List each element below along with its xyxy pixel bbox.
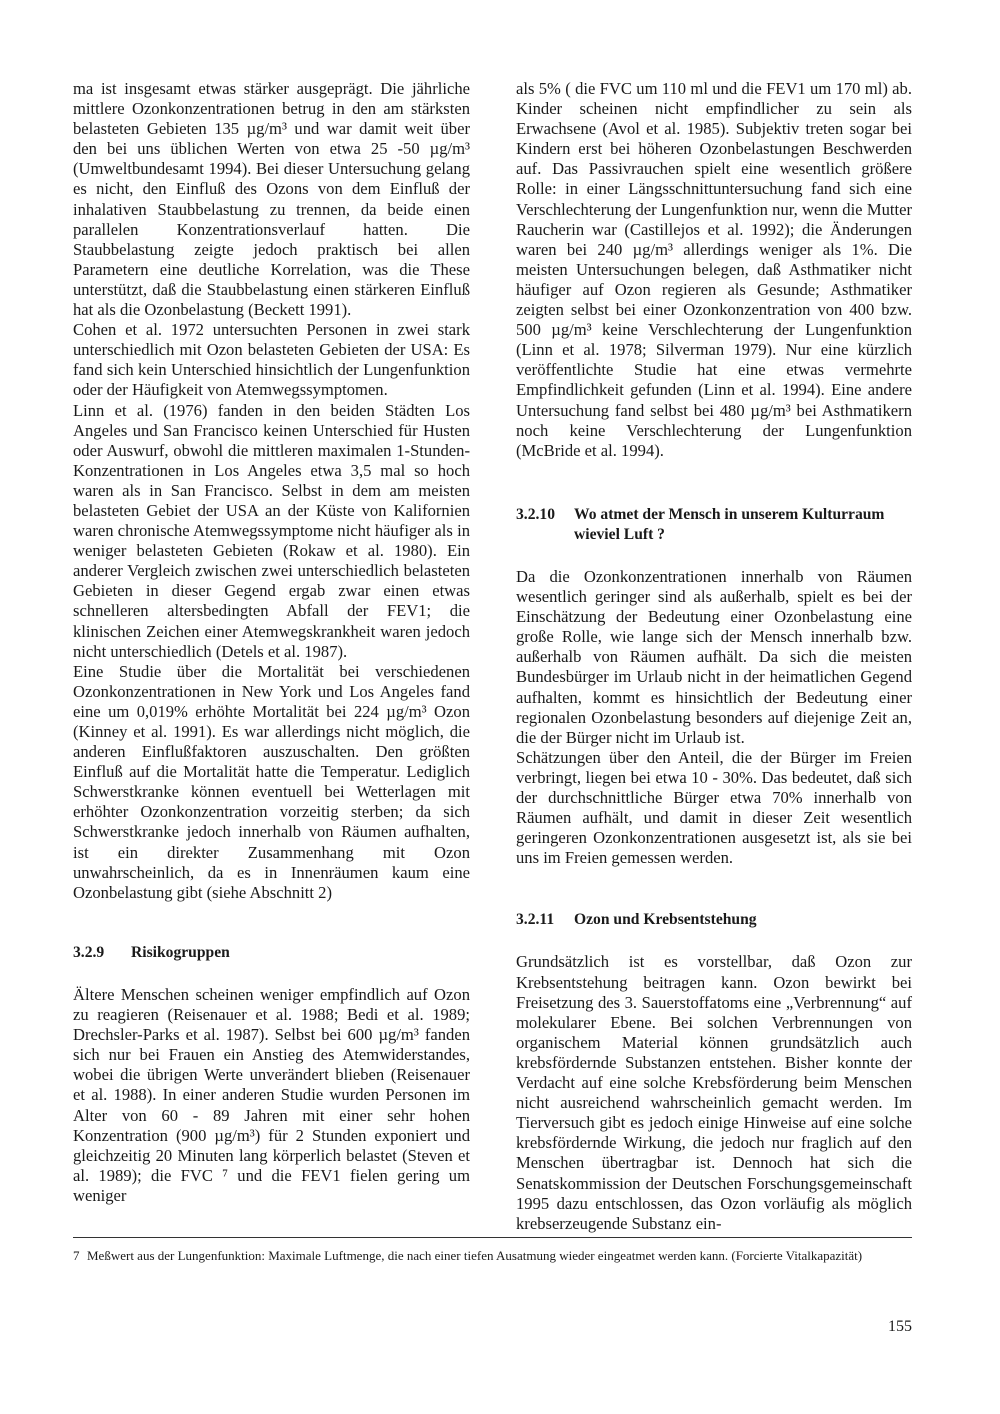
footnote-number: 7 bbox=[73, 1248, 80, 1263]
body-paragraph: ma ist insgesamt etwas stärker ausgeprägt. Die jährliche mittlere Ozonkonzentrationen betrug in den am stärksten belasteten Gebieten 135 µg/m³ und war damit weit über den bei uns üblichen Werten von etwa 25 -50 µg/m³ (Umweltbundesamt 1994). Bei dieser Untersuchung gelang es nicht, den Einfluß des Ozons von dem Einfluß der inhalativen Staubbelastung zu trennen, da beide einen parallelen Konzentrationsverlauf hatten. Die Staubbelastung zeigte jedoch praktisch bei allen Parametern eine deutliche Korrelation, was die These unterstützt, daß die Staubbelastung einen stärkeren Einfluß hat als die Ozonbelastung (Beckett 1991). bbox=[73, 79, 470, 320]
body-paragraph: Schätzungen über den Anteil, die der Bürger im Freien verbringt, liegen bei etwa 10 - 30%. Das bedeutet, daß sich der durchschnittliche Bürger etwa 70% innerhalb von Räumen aufhält, und damit in dieser Zeit wesentlich geringeren Ozonkonzentrationen ausgesetzt ist, als sie bei uns im Freien gemessen werden. bbox=[516, 747, 912, 868]
section-number: 3.2.11 bbox=[516, 911, 555, 929]
section-title: Wo atmet der Mensch in unserem Kulturraum wieviel Luft ? bbox=[574, 505, 885, 543]
body-paragraph: als 5% ( die FVC um 110 ml und die FEV1 um 170 ml) ab. Kinder scheinen nicht empfindlicher zu sein als Erwachsene (Avol et al. 1985). Subjektiv treten sogar bei Kindern erst bei höheren Ozonbelastungen Beschwerden auf. Das Passivrauchen spielt eine wesentlich größere Rolle: in einer Längsschnittuntersuchung fand sich eine Verschlechterung der Lungenfunktion nur, wenn die Mutter Raucherin war (Castillejos et al. 1992); die Änderungen waren bei 240 µg/m³ allerdings weniger als 1%. Die meisten Untersuchungen belegen, daß Asthmatiker nicht häufiger auf Ozon regieren als Gesunde; Asthmatiker zeigten selbst bei einer Ozonkonzentration von 400 bzw. 500 µg/m³ keine Verschlechterung der Lungenfunktion (Linn et al. 1978; Silverman 1979). Nur eine kürzlich veröffentlichte Studie hat eine etwas vermehrte Empfindlichkeit gefunden (Linn et al. 1994). Eine andere Untersuchung fand selbst bei 480 µg/m³ bei Asthmatikern noch keine Verschlechterung der Lungenfunktion (McBride et al. 1994). bbox=[516, 79, 912, 460]
footnote-divider bbox=[73, 1237, 912, 1238]
footnote-text: Meßwert aus der Lungenfunktion: Maximale Luftmenge, die nach einer tiefen Ausatmung wieder eingeatmet werden kann. (Forcierte Vitalkapazität) bbox=[87, 1248, 863, 1263]
footnote bbox=[73, 1247, 912, 1264]
body-paragraph: Grundsätzlich ist es vorstellbar, daß Ozon zur Krebsentstehung beitragen kann. Ozon bewirkt bei Freisetzung des 3. Sauerstoffatoms eine „Verbrennung“ auf molekularer Ebene. Bei solchen Verbrennungen von organischem Material können grundsätzlich auch krebsfördernde Substanzen entstehen. Bisher konnte der Verdacht auf eine solche Krebsförderung beim Menschen nicht ausreichend wahrscheinlich gemacht werden. Im Tierversuch gibt es jedoch einige Hinweise auf eine solche krebsfördernde Wirkung, die jedoch nur fraglich auf den Menschen übertragbar ist. Dennoch hat sich die Senatskommission der Deutschen Forschungsgemeinschaft 1995 dazu entschlossen, das Ozon vorläufig als möglich krebserzeugende Substanz ein- bbox=[516, 952, 912, 1233]
section-title: Ozon und Krebsentstehung bbox=[574, 911, 757, 929]
section-number: 3.2.10 bbox=[516, 505, 555, 523]
section-heading-risikogruppen bbox=[73, 943, 470, 963]
right-column bbox=[516, 79, 912, 1234]
body-paragraph: Cohen et al. 1972 untersuchten Personen in zwei stark unterschiedlich mit Ozon belasteten Gebieten der USA: Es fand sich kein Unterschied hinsichtlich der Lungenfunktion oder der Häufigkeit von Atemwegssymptomen. bbox=[73, 320, 470, 400]
section-heading-krebsentstehung bbox=[516, 910, 912, 930]
left-column bbox=[73, 79, 470, 1206]
body-paragraph: Ältere Menschen scheinen weniger empfindlich auf Ozon zu reagieren (Reisenauer et al. 1988; Bedi et al. 1989; Drechsler-Parks et al. 1987). Selbst bei 600 µg/m³ fanden sich nur bei Frauen ein Anstieg des Atemwiderstandes, wobei die übrigen Werte unverändert blieben (Reisenauer et al. 1988). In einer anderen Studie wurden Personen im Alter von 60 - 89 Jahren mit einer sehr hohen Konzentration (900 µg/m³) für 2 Stunden exponiert und gleichzeitig 20 Minuten lang körperlich belastet (Steven et al. 1989); die FVC ⁷ und die FEV1 fielen gering um weniger bbox=[73, 984, 470, 1205]
section-number: 3.2.9 bbox=[73, 943, 105, 961]
section-title: Risikogruppen bbox=[131, 943, 230, 961]
section-heading-kulturraum bbox=[516, 505, 912, 545]
body-paragraph: Eine Studie über die Mortalität bei verschiedenen Ozonkonzentrationen in New York und Los Angeles fand eine um 0,019% erhöhte Mortalität bei 224 µg/m³ Ozon (Kinney et al. 1991). Es war allerdings nicht möglich, die anderen Einflußfaktoren auszuschalten. Den größten Einfluß auf die Mortalität hatte die Temperatur. Lediglich Schwerstkranke können eventuell bei Wetterlagen mit erhöhter Ozonkonzentration vorzeitig sterben; da sich Schwerstkranke jedoch innerhalb von Räumen aufhalten, ist ein direkter Zusammenhang mit Ozon unwahrscheinlich, da es in Innenräumen kaum eine Ozonbelastung gibt (siehe Abschnitt 2) bbox=[73, 661, 470, 902]
page-number: 155 bbox=[888, 1318, 912, 1335]
body-paragraph: Da die Ozonkonzentrationen innerhalb von Räumen wesentlich geringer sind als außerhalb, spielt es bei der Einschätzung der Bedeutung einer Ozonbelastung eine große Rolle, wie lange sich der Mensch innerhalb bzw. außerhalb von Räumen aufhält. Da sich die meisten Bundesbürger im Urlaub nicht in der heimatlichen Gegend aufhalten, kommt es hinsichtlich der Bedeutung einer regionalen Ozonbelastung besonders auf diejenige Zeit an, die der Bürger nicht im Urlaub ist. bbox=[516, 566, 912, 747]
body-paragraph: Linn et al. (1976) fanden in den beiden Städten Los Angeles und San Francisco keinen Unterschied für Husten oder Auswurf, obwohl die mittleren maximalen 1-Stunden-Konzentrationen in Los Angeles etwa 3,5 mal so hoch waren als in San Francisco. Selbst in dem am meisten belasteten Gebiet der USA an der Küste von Kalifornien waren chronische Atemwegssymptome nicht häufiger als in weniger belasteten Gebieten (Rokaw et al. 1980). Ein anderer Vergleich zwischen zwei unterschiedlich belasteten Gebieten in dieser Gegend ergab zwar einen etwas schnelleren altersbedingten Abfall der FEV1; die klinischen Zeichen einer Atemwegskrankheit waren jedoch nicht unterschiedlich (Detels et al. 1987). bbox=[73, 400, 470, 661]
